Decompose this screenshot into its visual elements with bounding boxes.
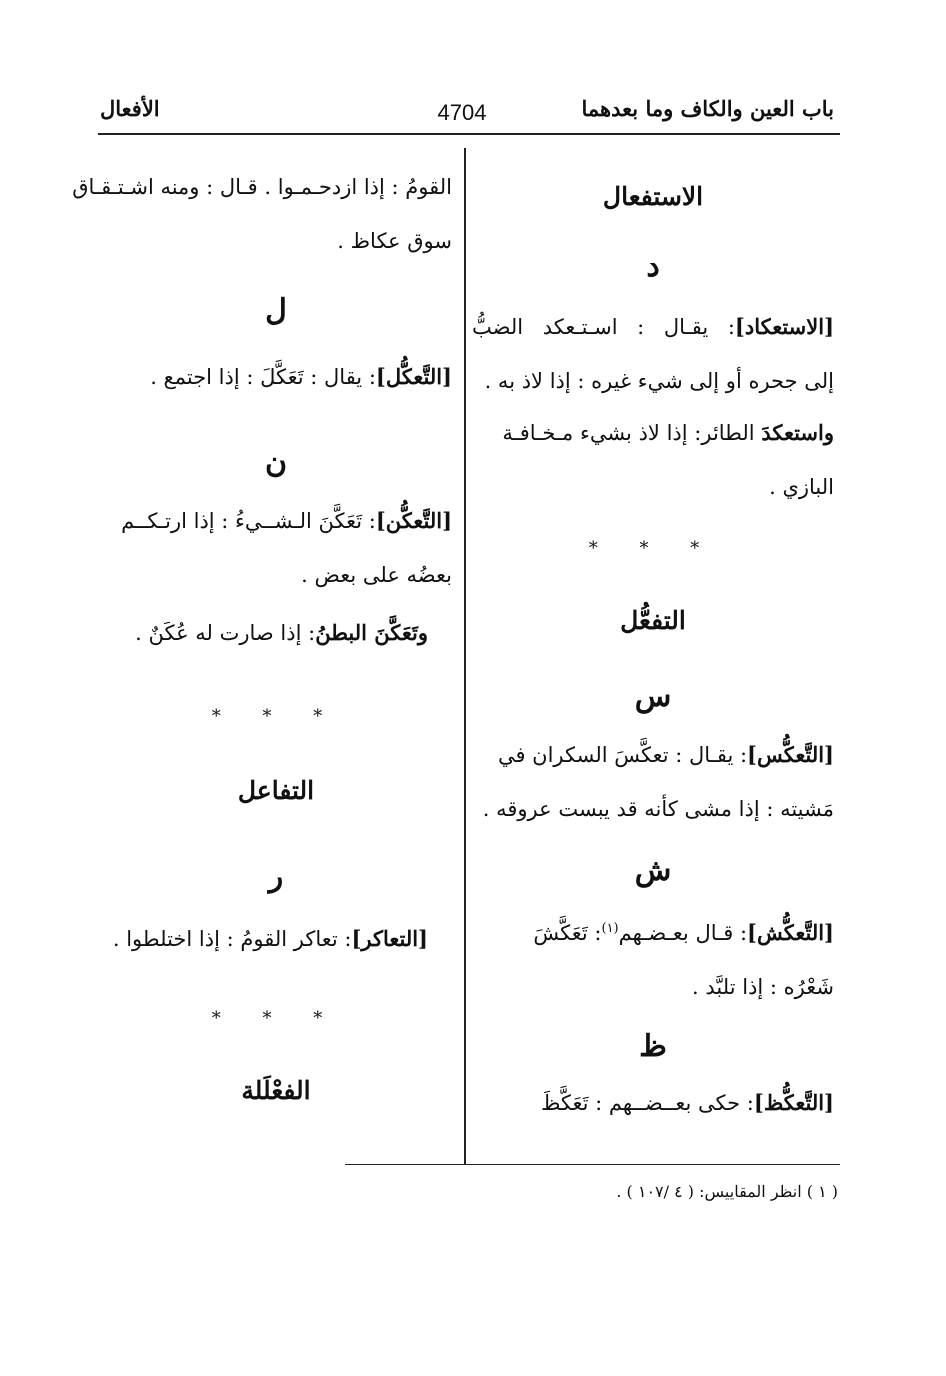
entry-text: شَعْرُه : إذا تلبَّد . — [692, 975, 834, 999]
entry-text: : تَعَكَّشَ — [533, 921, 602, 945]
heading-tafaul: التفعُّل — [620, 606, 686, 635]
entry-taakur — [100, 912, 452, 966]
section-separator: * * * — [211, 706, 341, 727]
entry-term: [التَّعكُّن] — [375, 508, 452, 533]
footnote-ref: (١) — [601, 921, 619, 936]
entry-text: القومُ : إذا ازدحـمـوا . قـال : ومنه اشـتـقـاق — [72, 175, 452, 199]
entry-taakkush — [472, 902, 834, 1014]
letter-za: ظ — [639, 1029, 667, 1064]
letter-shin: ش — [634, 853, 672, 888]
entry-text: : تَعَكَّنَ الـشــيءُ : إذا ارتـكــم — [121, 509, 376, 533]
heading-falala: الفعْلَلة — [241, 1076, 311, 1105]
entry-term: [التَّعكُّل] — [375, 364, 452, 389]
letter-dal: د — [646, 249, 660, 284]
entry-taakkuz — [472, 1076, 834, 1130]
entry-text: : يقال : تَعَكَّلَ : إذا اجتمع . — [150, 365, 376, 389]
heading-istifal: الاستفعال — [602, 182, 704, 211]
entry-text: إلى جحره أو إلى شيء غيره : إذا لاذ به . — [484, 369, 834, 393]
entry-term: [التَّعكُّس] — [747, 742, 834, 767]
entry-text: البازي . — [769, 475, 834, 499]
entry-text: بعضُه على بعض . — [301, 563, 452, 587]
entry-text: مَشيته : إذا مشى كأنه قد يبست عروقه . — [482, 797, 834, 821]
entry-term: [التَّعكُّظ] — [753, 1090, 834, 1115]
entry-taakkun — [100, 494, 452, 602]
entry-text: : إذا صارت له عُكَنٌ . — [135, 621, 316, 645]
entry-text: : يقـال : تعكَّسَ السكران في — [497, 743, 748, 767]
entry-text: سوق عكاظ . — [337, 229, 452, 253]
heading-tafaaul: التفاعل — [237, 776, 315, 805]
entry-term: [التَّعكُّش] — [747, 920, 834, 945]
entry-text: : تعاكر القومُ : إذا اختلطوا . — [112, 927, 352, 951]
letter-lam: ل — [265, 293, 287, 328]
section-separator: * * * — [588, 538, 718, 559]
letter-sin: س — [634, 679, 672, 714]
footnote-rule — [345, 1164, 840, 1165]
entry-term: [التعاكر] — [351, 926, 428, 951]
section-title: الأفعال — [100, 96, 160, 121]
entry-term: وتَعَكَّنَ البطنُ — [315, 620, 428, 645]
entry-istakada — [472, 406, 834, 514]
section-separator: * * * — [211, 1008, 341, 1029]
entry-taakkus — [472, 728, 834, 836]
chapter-title: باب العين والكاف وما بعدهما — [581, 96, 834, 121]
entry-text: : حكى بعــضــهم : تَعَكَّظَ — [540, 1091, 754, 1115]
footnote: ( ١ ) انظر المقاييس: ( ٤ /١٠٧ ) . — [616, 1182, 838, 1201]
entry-text: الطائر: إذا لاذ بشيء مـخـافـة — [502, 421, 755, 445]
entry-taakkul — [100, 350, 452, 404]
entry-istikad — [472, 300, 834, 408]
column-divider — [464, 148, 466, 1164]
entry-text: : يقـال : اسـتـعكد الضبُّ — [472, 315, 735, 339]
header-rule — [98, 133, 840, 135]
entry-continuation — [72, 160, 452, 268]
entry-term: [الاستعكاد] — [734, 314, 834, 339]
letter-nun: ن — [264, 445, 288, 480]
entry-text: : قـال بعـضـهم — [618, 921, 748, 945]
entry-term: واستعكدَ — [761, 420, 834, 445]
page-number: 4704 — [437, 100, 487, 125]
entry-taakkana-batn — [100, 606, 452, 660]
letter-ra: ر — [268, 859, 284, 894]
